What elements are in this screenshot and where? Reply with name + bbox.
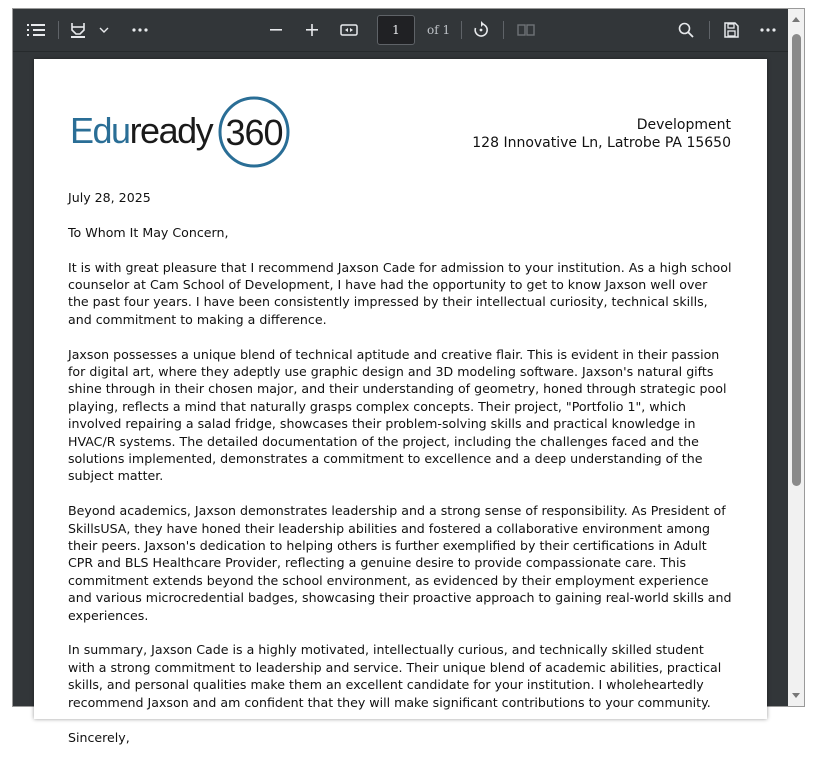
toolbar-divider (503, 21, 504, 39)
scrollbar-thumb[interactable] (792, 34, 801, 486)
letter-paragraph: In summary, Jaxson Cade is a highly motivated, intellectually curious, and technically skilled student with a strong commitment to leadership and service. Their unique blend of academic abilities, practical skills, and personal qualities make them an excellent candidate for your institution. I wholeheartedly recommend Jaxson and am confident that they will make significant contributions to your community. (68, 642, 722, 710)
search-icon[interactable] (675, 19, 697, 41)
more-menu-icon[interactable] (757, 19, 779, 41)
scroll-up-icon[interactable] (792, 17, 800, 22)
vertical-scrollbar[interactable] (788, 9, 804, 706)
address-line-2: 128 Innovative Ln, Latrobe PA 15650 (472, 135, 731, 151)
page-total-label: of 1 (427, 23, 451, 37)
more-horizontal-icon[interactable] (129, 19, 151, 41)
letter-salutation: To Whom It May Concern, (68, 224, 229, 240)
toolbar-divider (461, 21, 462, 39)
svg-text:360: 360 (225, 112, 283, 153)
letter-body (68, 189, 732, 763)
toolbar-divider (709, 21, 710, 39)
page-number-input[interactable]: 1 (377, 15, 415, 45)
zoom-in-icon[interactable] (301, 19, 323, 41)
sender-address (472, 116, 731, 152)
letter-date: July 28, 2025 (68, 190, 151, 205)
fit-page-icon[interactable] (337, 19, 361, 41)
two-page-icon[interactable] (515, 19, 537, 41)
pdf-page (34, 59, 767, 745)
letter-closing: Sincerely, (68, 729, 130, 745)
save-icon[interactable] (720, 19, 742, 41)
letter-paragraph: Jaxson possesses a unique blend of technical aptitude and creative flair. This is evident in their passion for digital art, where they adeptly use graphic design and 3D modeling software. Jaxson's natural gifts shine through in their chosen major, and their understanding of geometry, honed through strategic pool playing, reflects a mind that naturally grasps complex concepts. Their project, "Portfolio 1", which involved repairing a salad fridge, showcases their problem-solving skills and practical knowledge in HVAC/R systems. The detailed documentation of the project, including the challenges faced and the solutions implemented, demonstrates a commitment to excellence and a deep understanding of the subject matter. (68, 346, 727, 484)
rotate-icon[interactable] (470, 19, 492, 41)
scroll-down-icon[interactable] (792, 693, 800, 698)
letter-paragraph: It is with great pleasure that I recommend Jaxson Cade for admission to your institution. As a high school counselor at Cam School of Development, I have had the opportunity to get to know Jaxson well over the past four years. I have been consistently impressed by their intellectual curiosity, technical skills, and commitment to making a difference. (68, 259, 732, 327)
pdf-toolbar (13, 9, 790, 52)
toolbar-divider (58, 21, 59, 39)
zoom-out-icon[interactable] (265, 19, 287, 41)
outline-icon[interactable] (25, 19, 47, 41)
eduready-logo (68, 95, 294, 169)
svg-text:Eduready: Eduready (70, 110, 213, 151)
letter-paragraph: Beyond academics, Jaxson demonstrates leadership and a strong sense of responsibility. As President of SkillsUSA, they have honed their leadership abilities and fostered a collaborative environment among their peers. Jaxson's dedication to helping others is further exemplified by their certifications in Adult CPR and BLS Healthcare Provider, reflecting a genuine desire to provide compassionate care. This commitment extends beyond the school environment, as evidenced by their employment experience and various microcredential badges, showcasing their proactive approach to gaining real-world skills and experiences. (68, 503, 732, 623)
address-line-1: Development (636, 117, 731, 133)
chevron-down-icon[interactable] (97, 19, 111, 41)
annotate-icon[interactable] (67, 19, 89, 41)
pdf-viewer (12, 8, 805, 745)
